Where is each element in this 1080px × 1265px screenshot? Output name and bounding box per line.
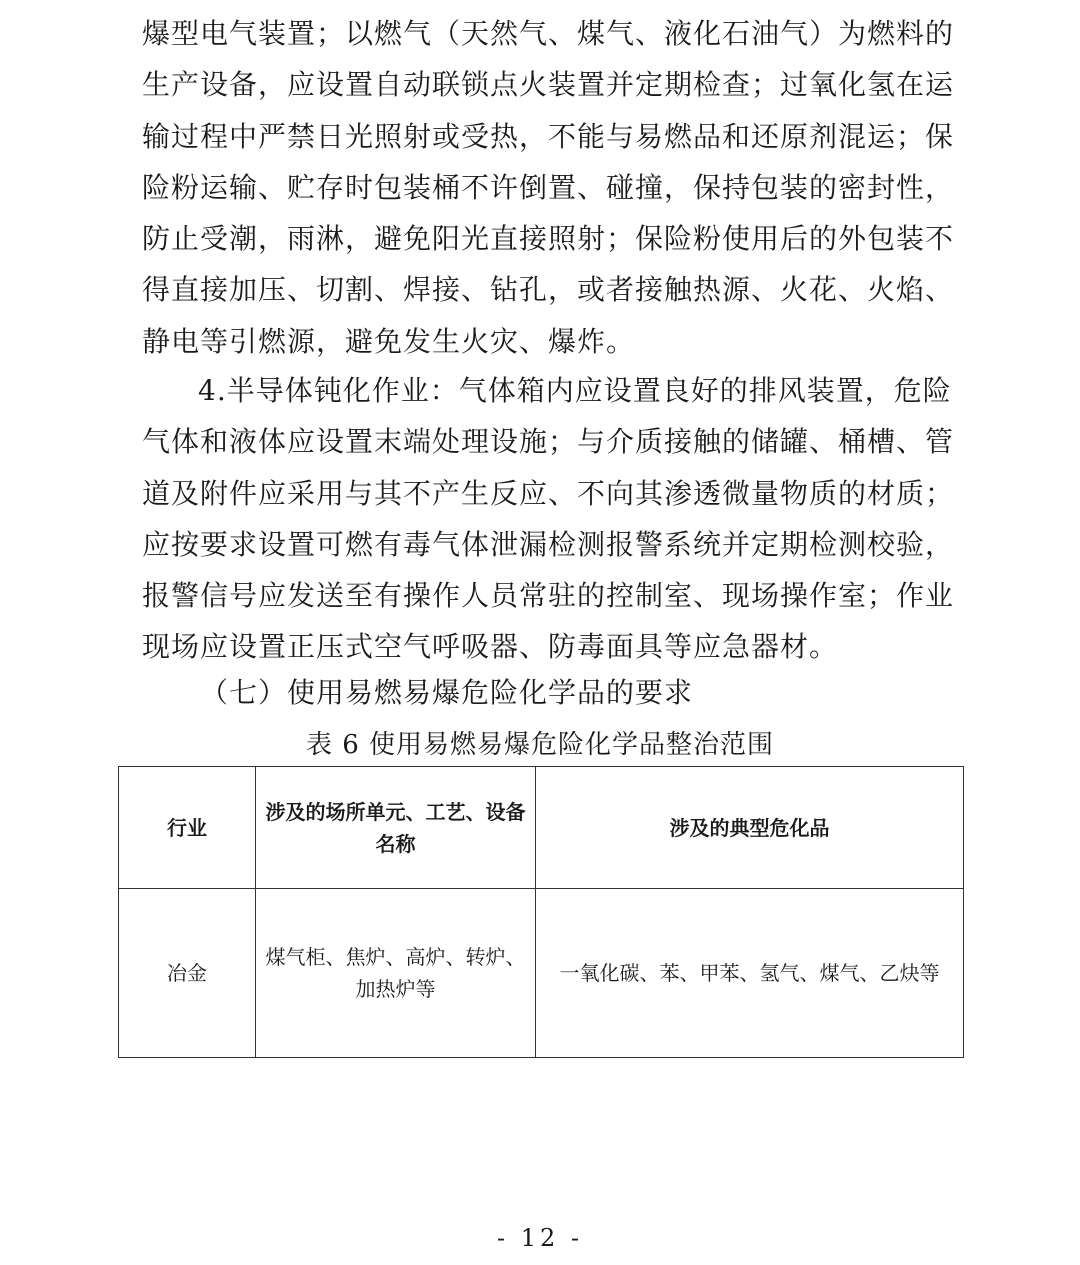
text-line: 报警信号应发送至有操作人员常驻的控制室、现场操作室；作业 <box>142 579 955 613</box>
text-line: 防止受潮，雨淋，避免阳光直接照射；保险粉使用后的外包装不 <box>142 222 955 256</box>
text-line: 得直接加压、切割、焊接、钻孔，或者接触热源、火花、火焰、 <box>142 273 955 307</box>
remediation-scope-table <box>118 766 964 1058</box>
text-line: 静电等引燃源，避免发生火灾、爆炸。 <box>142 324 636 358</box>
section-heading: （七）使用易燃易爆危险化学品的要求 <box>200 676 694 709</box>
text-line: 道及附件应采用与其不产生反应、不向其渗透微量物质的材质； <box>142 476 955 510</box>
cell-industry: 冶金 <box>119 889 256 1058</box>
header-typical-hazardous-chemicals: 涉及的典型危化品 <box>536 767 964 889</box>
paragraph-safety-measures <box>142 8 955 367</box>
text-line: 气体和液体应设置末端处理设施；与介质接触的储罐、桶槽、管 <box>142 425 955 459</box>
cell-typical-hazardous-chemicals: 一氧化碳、苯、甲苯、氢气、煤气、乙炔等 <box>536 889 964 1058</box>
text-line: 输过程中严禁日光照射或受热，不能与易燃品和还原剂混运；保 <box>142 119 955 153</box>
table-row <box>119 889 964 1058</box>
text-line: 4.半导体钝化作业：气体箱内应设置良好的排风装置，危险 <box>198 374 952 407</box>
text-line: 爆型电气装置；以燃气（天然气、煤气、液化石油气）为燃料的 <box>142 17 955 50</box>
page-number: - 12 - <box>496 1224 583 1252</box>
cell-sites-processes-equipment: 煤气柜、焦炉、高炉、转炉、加热炉等 <box>256 889 536 1058</box>
paragraph-semiconductor-passivation <box>142 365 955 673</box>
table-header-row <box>119 767 964 889</box>
text-line: 险粉运输、贮存时包装桶不许倒置、碰撞，保持包装的密封性， <box>142 170 955 204</box>
header-industry: 行业 <box>119 767 256 889</box>
header-sites-processes-equipment: 涉及的场所单元、工艺、设备名称 <box>256 767 536 889</box>
text-line: 生产设备，应设置自动联锁点火装置并定期检查；过氧化氢在运 <box>142 68 955 102</box>
text-line: 应按要求设置可燃有毒气体泄漏检测报警系统并定期检测校验， <box>142 527 955 561</box>
table-caption: 表 6 使用易燃易爆危险化学品整治范围 <box>305 730 775 760</box>
text-line: 现场应设置正压式空气呼吸器、防毒面具等应急器材。 <box>142 630 839 664</box>
